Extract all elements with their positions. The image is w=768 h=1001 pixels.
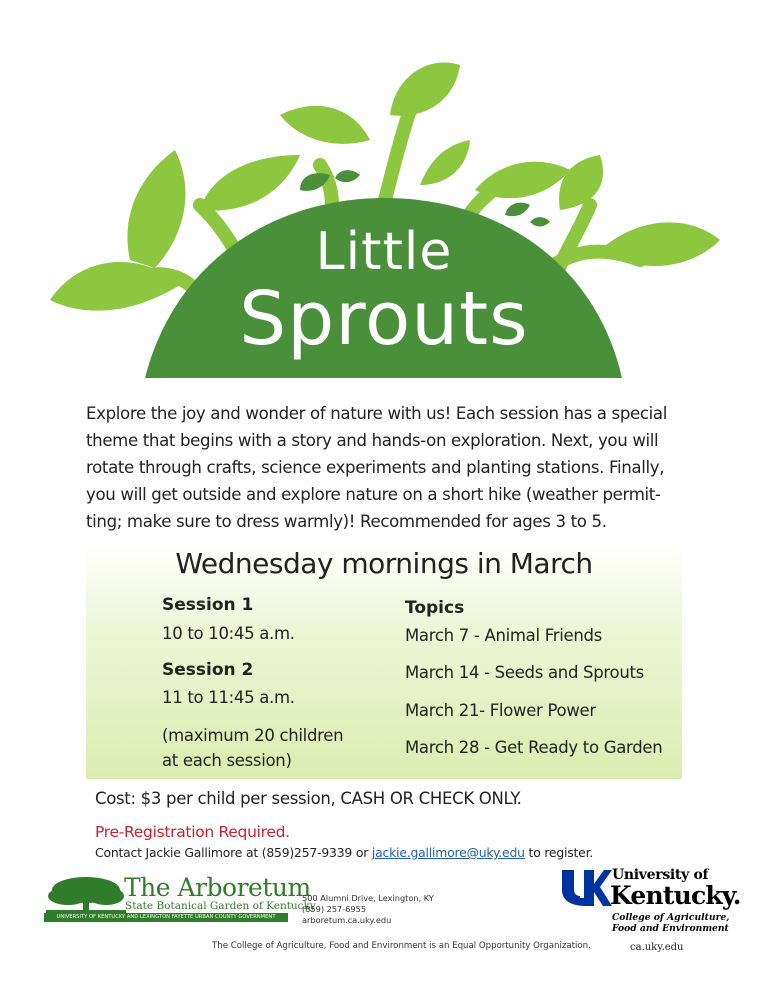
uk-logo-icon: [560, 868, 612, 908]
topic-item: March 14 - Seeds and Sprouts: [405, 663, 644, 682]
topic-item: March 7 - Animal Friends: [405, 626, 602, 645]
intro-line: theme that begins with a story and hands-on exploration. Next, you will: [86, 431, 659, 450]
arboretum-name: The Arboretum: [124, 873, 311, 902]
capacity-note: (maximum 20 children: [162, 726, 344, 745]
address-website: arboretum.ca.uky.edu: [302, 915, 392, 925]
intro-paragraph: [86, 400, 686, 535]
contact-suffix: to register.: [524, 845, 594, 860]
contact-line: [95, 845, 593, 860]
sprout-icon: [335, 170, 360, 182]
schedule-heading: Wednesday mornings in March: [175, 547, 593, 580]
uk-college-name: [612, 912, 729, 934]
cost-line: Cost: $3 per child per session, CASH OR CHECK ONLY.: [95, 789, 522, 808]
schedule-box: [86, 543, 682, 779]
leaf-icon: [200, 155, 300, 211]
address-line: 500 Alumni Drive, Lexington, KY: [302, 893, 434, 903]
uk-kentucky: Kentucky.: [610, 881, 741, 910]
uk-college-line: Food and Environment: [612, 923, 729, 934]
arboretum-address: [302, 893, 434, 926]
session2-time: 11 to 11:45 a.m.: [162, 688, 295, 707]
intro-line: ting; make sure to dress warmly)! Recommended for ages 3 to 5.: [86, 512, 607, 531]
session1-time: 10 to 10:45 a.m.: [162, 624, 295, 643]
intro-line: you will get outside and explore nature on a short hike (weather permit-: [86, 485, 661, 504]
topic-item: March 28 - Get Ready to Garden: [405, 738, 663, 757]
contact-prefix: Contact Jackie Gallimore at (859)257-9339 or: [95, 845, 372, 860]
uk-college-line: College of Agriculture,: [612, 912, 730, 923]
title-sprouts: Sprouts: [239, 276, 529, 362]
topics-label: Topics: [405, 598, 465, 618]
arboretum-banner: UNIVERSITY OF KENTUCKY AND LEXINGTON FAYETTE URBAN COUNTY GOVERNMENT: [44, 913, 288, 922]
email-link[interactable]: jackie.gallimore@uky.edu: [371, 845, 525, 860]
sprout-icon: [505, 203, 530, 216]
session1-label: Session 1: [162, 595, 254, 615]
capacity-note: at each session): [162, 751, 292, 770]
equal-opportunity-statement: The College of Agriculture, Food and Environment is an Equal Opportunity Organization.: [212, 941, 591, 951]
leaf-icon: [280, 106, 370, 144]
uk-university-of: University of: [612, 867, 709, 883]
leaf-icon: [390, 62, 460, 115]
leaf-icon: [475, 162, 570, 198]
intro-line: Explore the joy and wonder of nature with us! Each session has a special: [86, 404, 667, 423]
intro-line: rotate through crafts, science experiments and planting stations. Finally,: [86, 458, 665, 477]
title-little: Little: [315, 222, 453, 282]
address-phone: (859) 257-6955: [302, 904, 367, 914]
leaf-icon: [559, 155, 603, 210]
preregistration-notice: Pre-Registration Required.: [95, 823, 290, 841]
leaf-icon: [420, 140, 470, 185]
topic-item: March 21- Flower Power: [405, 701, 596, 720]
arboretum-subtitle: State Botanical Garden of Kentucky: [125, 900, 316, 912]
uk-website: ca.uky.edu: [630, 942, 684, 953]
session2-label: Session 2: [162, 660, 254, 680]
